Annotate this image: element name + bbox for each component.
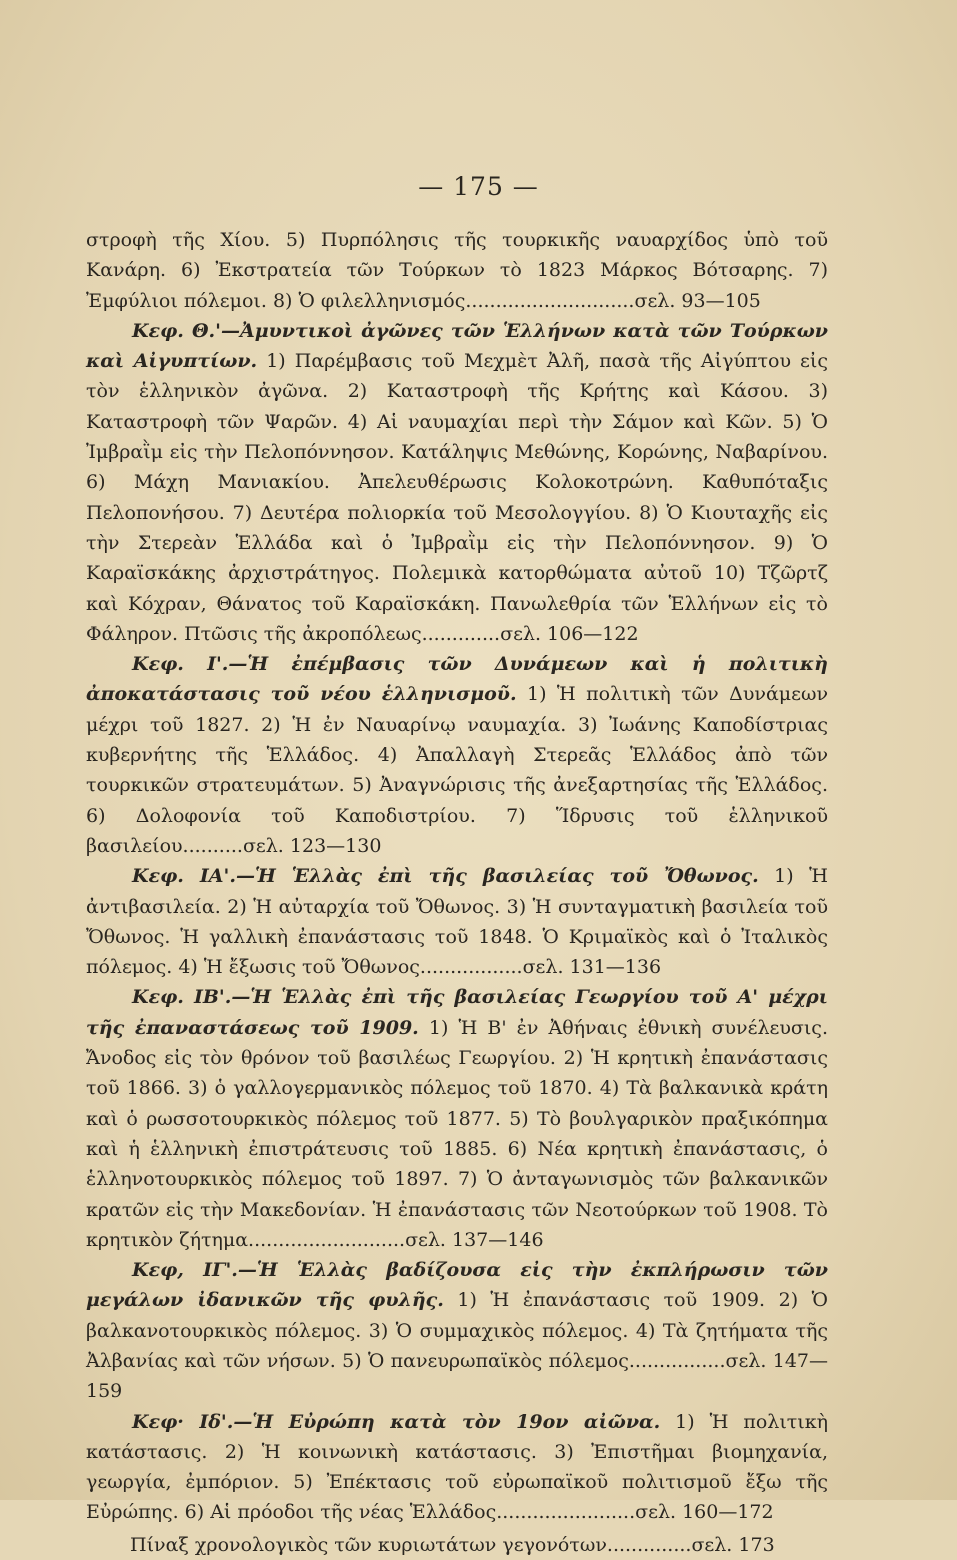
chapter-heading: Κεφ. ΙΒ'.—Ἡ Ἑλλὰς ἐπὶ τῆς βασιλείας Γεωργίου τοῦ Α' μέχρι τῆς ἐπαναστάσεως τοῦ 1909. [86, 986, 828, 1039]
entry-text: 1) Ἡ ἐπανάστασις τοῦ 1909. 2) Ὁ βαλκανοτουρκικὸς πόλεμος. 3) Ὁ συμμαχικὸς πόλεμος. 4) Τὰ ζητήματα τῆς Ἀλβανίας καὶ τῶν νήσων. 5) Ὁ πανευρωπαϊκὸς πόλεμος................σελ. 147—159 [86, 1289, 828, 1403]
toc-entry [86, 1255, 828, 1406]
toc-entry [86, 1407, 828, 1528]
entry-text: 1) Ἡ ἀντιβασιλεία. 2) Ἡ αὐταρχία τοῦ Ὄθωνος. 3) Ἡ συνταγματικὴ βασιλεία τοῦ Ὄθωνος. Ἡ γαλλικὴ ἐπανάστασις τοῦ 1848. Ὁ Κριμαϊκὸς καὶ ὁ Ἰταλικὸς πόλεμος. 4) Ἡ ἔξωσις τοῦ Ὄθωνος.................σελ. 131—136 [86, 865, 828, 979]
toc-entry [86, 225, 828, 316]
chapter-heading: Κεφ· Ιδ'.—Ἡ Εὐρώπη κατὰ τὸν 19ον αἰῶνα. [132, 1410, 661, 1433]
toc-entry [86, 982, 828, 1255]
entry-text: στροφὴ τῆς Χίου. 5) Πυρπόλησις τῆς τουρκικῆς ναυαρχίδος ὑπὸ τοῦ Κανάρη. 6) Ἐκστρατεία τῶν Τούρκων τὸ 1823 Μάρκος Βότσαρης. 7) Ἐμφύλιοι πόλεμοι. 8) Ὁ φιλελληνισμός............................σελ. 93—105 [86, 229, 828, 312]
entry-text: 1) Παρέμβασις τοῦ Μεχμὲτ Ἀλῆ, πασὰ τῆς Αἰγύπτου εἰς τὸν ἑλληνικὸν ἀγῶνα. 2) Καταστροφὴ τῆς Κρήτης καὶ Κάσου. 3) Καταστροφὴ τῶν Ψαρῶν. 4) Αἱ ναυμαχίαι περὶ τὴν Σάμον καὶ Κῶν. 5) Ὁ Ἰμβραῒμ εἰς τὴν Πελοπόννησον. Κατάληψις Μεθώνης, Κορώνης, Ναβαρίνου. 6) Μάχη Μανιακίου. Ἀπελευθέρωσις Κολοκοτρώνη. Καθυπόταξις Πελοπονήσου. 7) Δευτέρα πολιορκία τοῦ Μεσολογγίου. 8) Ὁ Κιουταχῆς εἰς τὴν Στερεὰν Ἑλλάδα καὶ ὁ Ἰμβραῒμ εἰς τὴν Πελοπόννησον. 9) Ὁ Καραϊσκάκης ἀρχιστράτηγος. Πολεμικὰ κατορθώματα αὐτοῦ 10) Τζῶρτζ καὶ Κόχραν, Θάνατος τοῦ Καραϊσκάκη. Πανωλεθρία τῶν Ἑλλήνων εἰς τὸ Φάληρον. Πτῶσις τῆς ἀκροπόλεως.............σελ. 106—122 [86, 350, 828, 645]
chronological-table-entry: Πίναξ χρονολογικὸς τῶν κυριωτάτων γεγονότων..............σελ. 173 [130, 1533, 775, 1556]
table-of-contents [86, 225, 828, 1560]
entry-text: 1) Ἡ πολιτικὴ κατάστασις. 2) Ἡ κοινωνικὴ κατάστασις. 3) Ἐπιστῆμαι βιομηχανία, γεωργία, ἐμπόριον. 5) Ἐπέκτασις τοῦ εὐρωπαϊκοῦ πολιτισμοῦ ἔξω τῆς Εὐρώπης. 6) Αἱ πρόοδοι τῆς νέας Ἑλλάδος.......................σελ. 160—172 [86, 1410, 828, 1524]
chapter-heading: Κεφ. Ι'.—Ἡ ἐπέμβασις τῶν Δυνάμεων καὶ ἡ πολιτικὴ ἀποκατάστασις τοῦ νέου ἑλληνισμοῦ. [86, 653, 828, 706]
page-number: — 175 — [418, 172, 539, 201]
toc-entry [86, 861, 828, 982]
entry-text: 1) Ἡ Β' ἐν Ἀθήναις ἐθνικὴ συνέλευσις. Ἄνοδος εἰς τὸν θρόνον τοῦ βασιλέως Γεωργίου. 2) Ἡ κρητικὴ ἐπανάστασις τοῦ 1866. 3) ὁ γαλλογερμανικὸς πόλεμος τοῦ 1870. 4) Τὰ βαλκανικὰ κράτη καὶ ὁ ρωσσοτουρκικὸς πόλεμος τοῦ 1877. 5) Τὸ βουλγαρικὸν πραξικόπημα καὶ ἡ ἑλληνικὴ ἐπιστράτευσις τοῦ 1885. 6) Νέα κρητικὴ ἐπανάστασις, ὁ ἑλληνοτουρκικὸς πόλεμος τοῦ 1897. 7) Ὁ ἀνταγωνισμὸς τῶν βαλκανικῶν κρατῶν εἰς τὴν Μακεδονίαν. Ἡ ἐπανάστασις τῶν Νεοτούρκων τοῦ 1908. Τὸ κρητικὸν ζήτημα..........................σελ. 137—146 [86, 1016, 828, 1251]
entry-text: 1) Ἡ πολιτικὴ τῶν Δυνάμεων μέχρι τοῦ 1827. 2) Ἡ ἐν Ναυαρίνῳ ναυμαχία. 3) Ἰωάνης Καποδίστριας κυβερνήτης τῆς Ἑλλάδος. 4) Ἀπαλλαγὴ Στερεᾶς Ἑλλάδος ἀπὸ τῶν τουρκικῶν στρατευμάτων. 5) Ἀναγνώρισις τῆς ἀνεξαρτησίας τῆς Ἑλλάδος. 6) Δολοφονία τοῦ Καποδιστρίου. 7) Ἵδρυσις τοῦ ἑλληνικοῦ βασιλείου..........σελ. 123—130 [86, 683, 829, 857]
chapter-heading: Κεφ, ΙΓ'.—Ἡ Ἑλλὰς βαδίζουσα εἰς τὴν ἐκπλήρωσιν τῶν μεγάλων ἰδανικῶν τῆς φυλῆς. [86, 1259, 828, 1312]
toc-entry [86, 649, 828, 861]
chapter-heading: Κεφ. Θ.'—Ἀμυντικοὶ ἀγῶνες τῶν Ἑλλήνων κατὰ τῶν Τούρκων καὶ Αἰγυπτίων. [86, 319, 828, 373]
chapter-heading: Κεφ. ΙΑ'.—Ἡ Ἑλλὰς ἐπὶ τῆς βασιλείας τοῦ Ὄθωνος. [132, 865, 759, 888]
toc-entry [86, 316, 828, 649]
